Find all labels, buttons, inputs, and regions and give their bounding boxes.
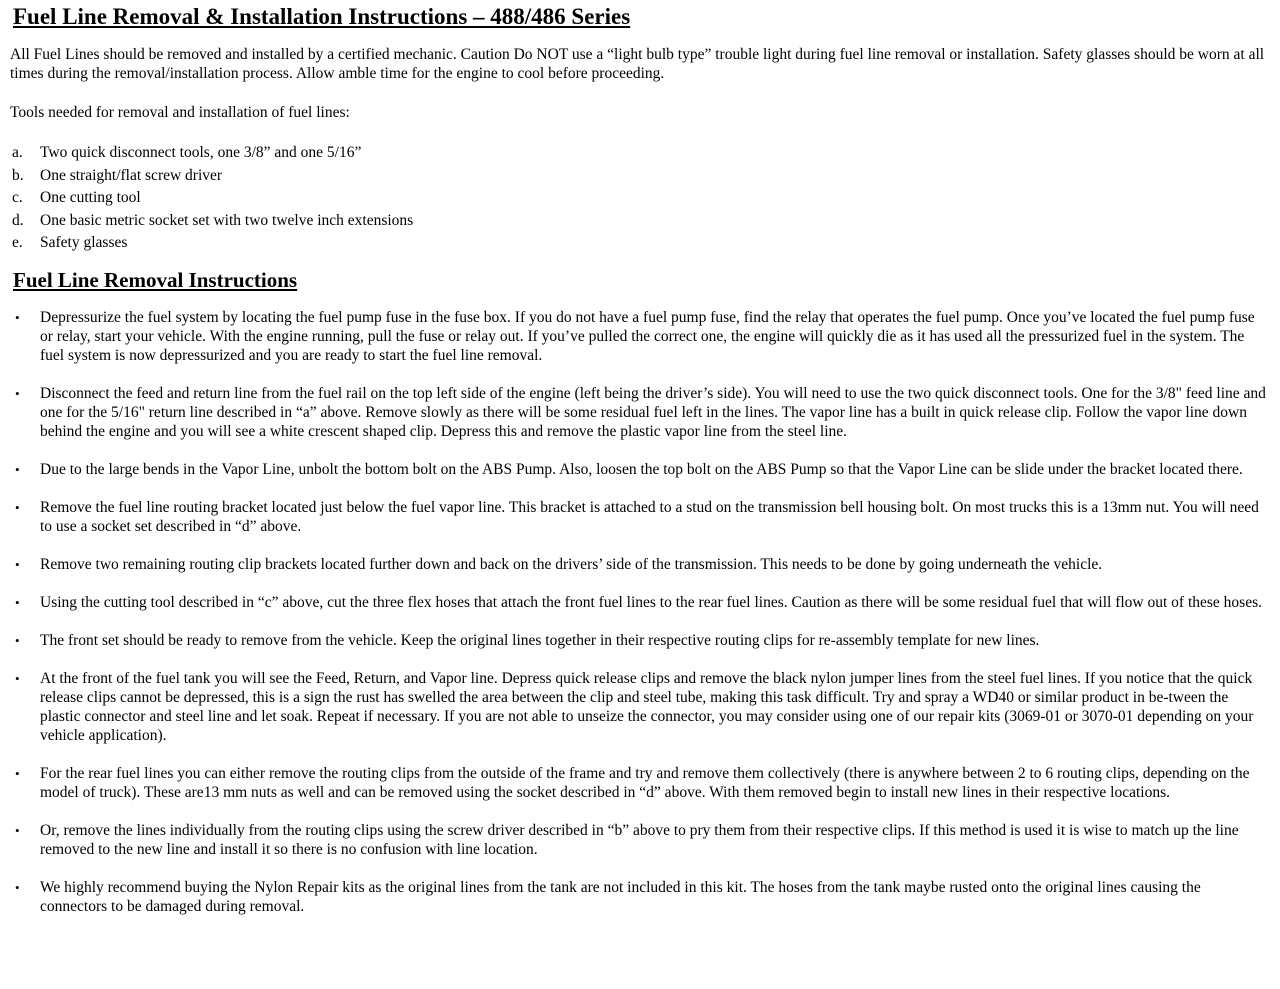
step-text: Due to the large bends in the Vapor Line, unbolt the bottom bolt on the ABS Pump. Also, loosen the top bolt on the ABS Pump so that the Vapor Line can be slide under the bracket located there. — [40, 461, 1243, 478]
step-text: Remove the fuel line routing bracket located just below the fuel vapor line. This bracket is attached to a stud on the transmission bell housing bolt. On most trucks this is a 13mm nut. You will need to use a socket set described in “d” above. — [40, 499, 1259, 535]
tool-text: Safety glasses — [40, 234, 128, 251]
tool-item — [10, 188, 1270, 207]
bullet-icon: • — [15, 386, 20, 401]
step-item — [10, 821, 1270, 859]
bullet-icon: • — [15, 462, 20, 477]
step-item — [10, 878, 1270, 916]
bullet-icon: • — [15, 633, 20, 648]
step-text: We highly recommend buying the Nylon Repair kits as the original lines from the tank are not included in this kit. The hoses from the tank maybe rusted onto the original lines causing the connectors to be damaged during removal. — [40, 879, 1201, 915]
step-text: Remove two remaining routing clip brackets located further down and back on the drivers’ side of the transmission. This needs to be done by going underneath the vehicle. — [40, 556, 1103, 573]
tool-letter: b. — [12, 166, 24, 184]
step-item — [10, 593, 1270, 612]
bullet-icon: • — [15, 880, 20, 895]
tool-letter: e. — [12, 234, 23, 251]
tool-text: One straight/flat screw driver — [40, 166, 223, 184]
tools-list — [10, 143, 1270, 252]
tools-intro: Tools needed for removal and installation of fuel lines: — [10, 104, 350, 121]
step-item — [10, 460, 1270, 479]
tool-item — [10, 211, 1270, 230]
step-item — [10, 384, 1270, 441]
tool-letter: a. — [12, 144, 23, 161]
bullet-icon: • — [15, 500, 20, 515]
bullet-icon: • — [15, 823, 20, 838]
step-text: Or, remove the lines individually from the routing clips using the screw driver described in “b” above to pry them from their respective clips. If this method is used it is wise to match up the line removed to the new line and install it so there is no confusion with line location. — [40, 822, 1239, 858]
step-text: Using the cutting tool described in “c” above, cut the three flex hoses that attach the front fuel lines to the rear fuel lines. Caution as there will be some residual fuel that will flow out of these hoses. — [40, 594, 1262, 611]
tool-item — [10, 166, 1270, 185]
intro-paragraph: All Fuel Lines should be removed and installed by a certified mechanic. Caution Do NOT use a “light bulb type” trouble light during fuel line removal or installation. Safety glasses should be worn at all times during the removal/installation process. Allow amble time for the engine to cool before proceeding. — [10, 46, 1265, 82]
step-item — [10, 555, 1270, 574]
step-text: At the front of the fuel tank you will see the Feed, Return, and Vapor line. Depress quick release clips and remove the black nylon jumper lines from the steel fuel lines. If you notice that the quick release clips cannot be depressed, this is a sign the rust has swelled the area between the clip and steel tube, making this task difficult. Try and spray a WD40 or similar product in be-tween the plastic connector and steel line and let soak. Repeat if necessary. If you are not able to unseize the connector, you may consider using one of our repair kits (3069-01 or 3070-01 depending on your vehicle application). — [40, 670, 1254, 744]
step-item — [10, 631, 1270, 650]
step-text: The front set should be ready to remove from the vehicle. Keep the original lines together in their respective routing clips for re-assembly template for new lines. — [40, 632, 1040, 649]
tool-item — [10, 143, 1270, 162]
tool-item — [10, 233, 1270, 252]
bullet-icon: • — [15, 310, 20, 325]
step-text: Disconnect the feed and return line from the fuel rail on the top left side of the engine (left being the driver’s side). You will need to use the two quick disconnect tools. One for the 3/8" feed line and one for the 5/16" return line described in “a” above. Remove slowly as there will be some residual fuel left in the lines. The vapor line has a built in quick release clip. Follow the vapor line down behind the engine and you will see a white crescent shaped clip. Depress this and remove the plastic vapor line from the steel line. — [40, 385, 1266, 440]
tool-text: Two quick disconnect tools, one 3/8” and one 5/16” — [40, 144, 362, 161]
steps-list — [10, 308, 1270, 916]
section-heading: Fuel Line Removal Instructions — [13, 268, 298, 292]
step-item — [10, 498, 1270, 536]
step-text: For the rear fuel lines you can either remove the routing clips from the outside of the frame and try and remove them collectively (there is anywhere between 2 to 6 routing clips, depending on the model of truck). These are13 mm nuts as well and can be removed using the socket described in “d” above. With them removed begin to install new lines in their respective locations. — [40, 765, 1250, 801]
bullet-icon: • — [15, 557, 20, 572]
step-item — [10, 308, 1270, 365]
tool-letter: d. — [12, 211, 24, 229]
step-item — [10, 764, 1270, 802]
step-text: Depressurize the fuel system by locating the fuel pump fuse in the fuse box. If you do not have a fuel pump fuse, find the relay that operates the fuel pump. Once you’ve located the fuel pump fuse or relay, start your vehicle. With the engine running, pull the fuse or relay out. If you’ve pulled the correct one, the engine will quickly die as it has used all the pressurized fuel in the system. The fuel system is now depressurized and you are ready to start the fuel line removal. — [40, 309, 1255, 364]
bullet-icon: • — [15, 671, 20, 686]
tool-letter: c. — [12, 189, 23, 206]
tool-text: One cutting tool — [40, 189, 141, 206]
page-title: Fuel Line Removal & Installation Instructions – 488/486 Series — [13, 4, 631, 29]
bullet-icon: • — [15, 595, 20, 610]
step-item — [10, 669, 1270, 745]
tool-text: One basic metric socket set with two twelve inch extensions — [40, 211, 414, 229]
bullet-icon: • — [15, 766, 20, 781]
